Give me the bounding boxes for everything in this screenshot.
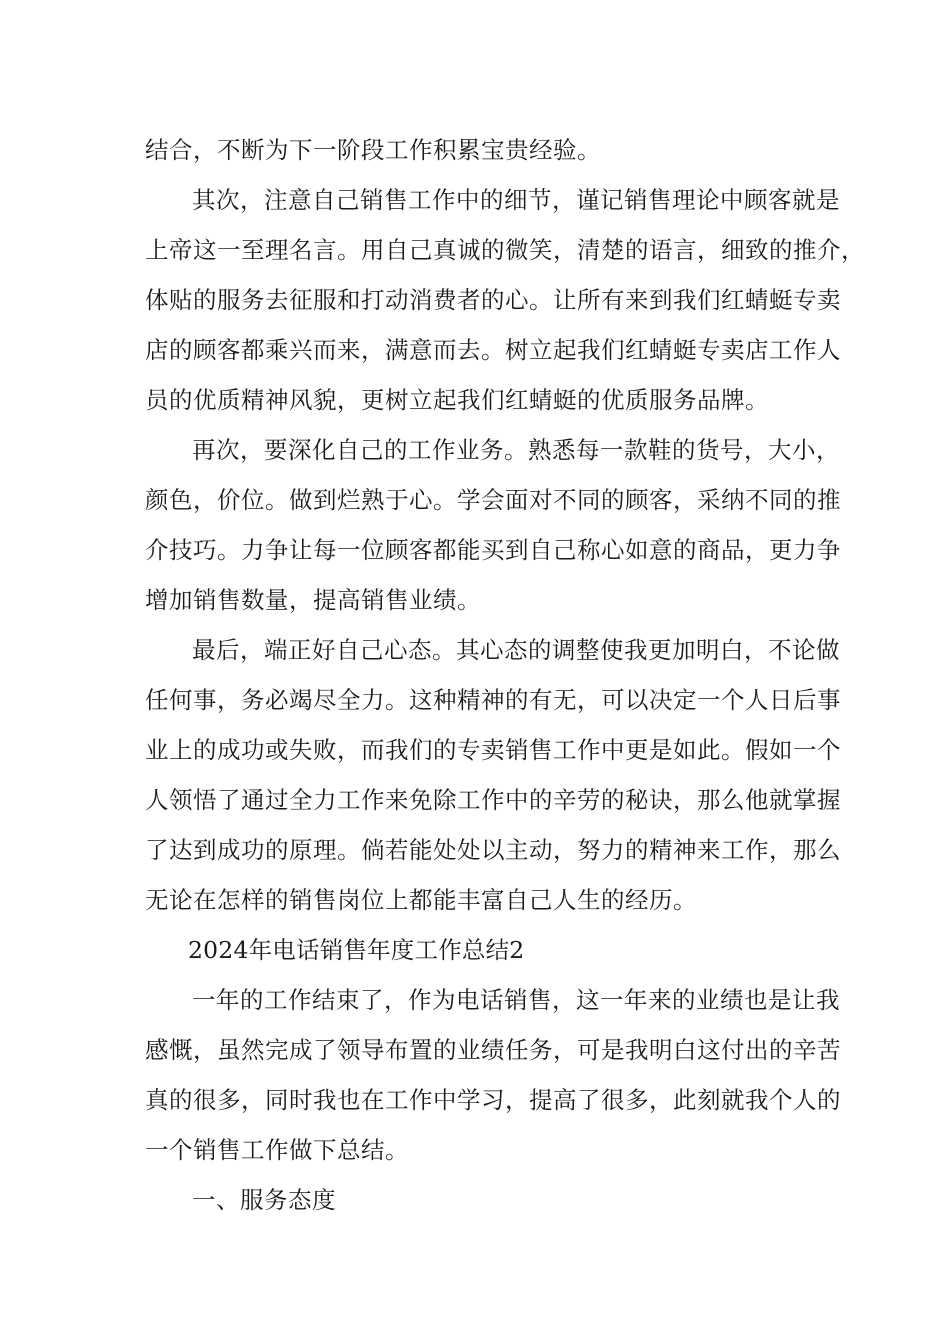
text-line: 体贴的服务去征服和打动消费者的心。让所有来到我们红蜻蜓专卖 [145,286,841,314]
text-line: 结合，不断为下一阶段工作积累宝贵经验。 [145,136,601,164]
text-line: 感慨，虽然完成了领导布置的业绩任务，可是我明白这付出的辛苦 [145,1036,841,1064]
text-line: 颜色，价位。做到烂熟于心。学会面对不同的顾客，采纳不同的推 [145,486,841,514]
paragraph-start-line: 一年的工作结束了，作为电话销售，这一年来的业绩也是让我 [192,986,840,1014]
text-line: 一个销售工作做下总结。 [145,1136,409,1164]
text-line: 真的很多，同时我也在工作中学习，提高了很多，此刻就我个人的 [145,1086,841,1114]
paragraph-start-line: 其次，注意自己销售工作中的细节，谨记销售理论中顾客就是 [192,186,840,214]
text-line: 员的优质精神风貌，更树立起我们红蜻蜓的优质服务品牌。 [145,386,769,414]
text-line: 增加销售数量，提高销售业绩。 [145,586,481,614]
text-line: 上帝这一至理名言。用自己真诚的微笑，清楚的语言，细致的推介， [145,236,865,264]
text-line: 无论在怎样的销售岗位上都能丰富自己人生的经历。 [145,886,697,914]
text-line: 店的顾客都乘兴而来，满意而去。树立起我们红蜻蜓专卖店工作人 [145,336,841,364]
text-line: 了达到成功的原理。倘若能处处以主动，努力的精神来工作，那么 [145,836,841,864]
text-line: 介技巧。力争让每一位顾客都能买到自己称心如意的商品，更力争 [145,536,841,564]
subsection-heading: 一、服务态度 [192,1186,336,1214]
paragraph-start-line: 再次，要深化自己的工作业务。熟悉每一款鞋的货号，大小， [192,436,840,464]
document-body [145,125,865,1225]
text-line: 业上的成功或失败，而我们的专卖销售工作中更是如此。假如一个 [145,736,841,764]
section-heading: 2024年电话销售年度工作总结2 [188,936,525,964]
text-line: 任何事，务必竭尽全力。这种精神的有无，可以决定一个人日后事 [145,686,841,714]
text-line: 人领悟了通过全力工作来免除工作中的辛劳的秘诀，那么他就掌握 [145,786,841,814]
paragraph-start-line: 最后，端正好自己心态。其心态的调整使我更加明白，不论做 [192,636,840,664]
